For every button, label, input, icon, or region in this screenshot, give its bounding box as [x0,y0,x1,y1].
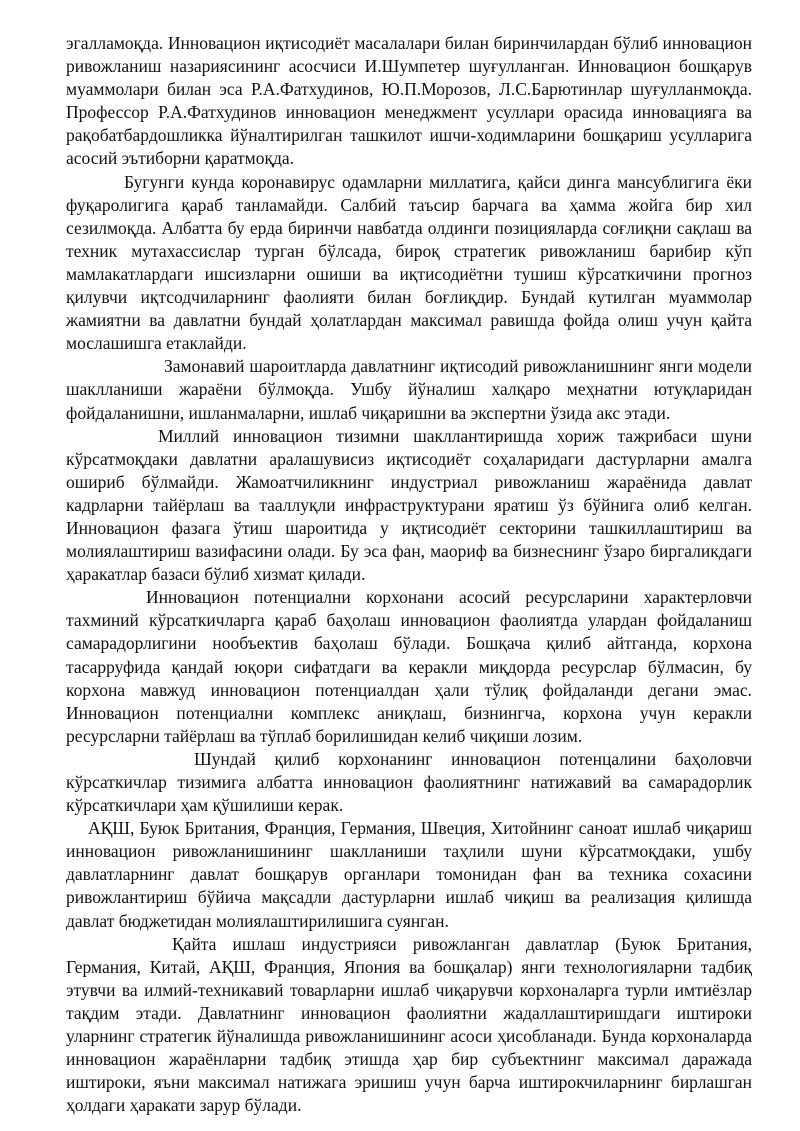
paragraph-5: Инновацион потенциални корхонани асосий ресурсларини характерловчи тахминий кўрсаткичларга қараб баҳолаш инновацион фаолиятда улардан фойдаланиш самарадорлигини нообъектив баҳолаш бўлади. Бошқача қилиб айтганда, корхона тасарруфида қандай юқори сифатдаги ва керакли миқдорда ресурслар бўлмасин, бу корхона мавжуд инновацион потенциалдан ҳали тўлиқ фойдаланди дегани эмас. Инновацион потенциални комплекс аниқлаш, бизнингча, корхона учун керакли ресурсларни тайёрлаш ва тўплаб борилишидан келиб чиқиши лозим. [66,587,752,746]
paragraph-2: Бугунги кунда коронавирус одамларни миллатига, қайси динга мансублигига ёки фуқаролигига қараб танламайди. Салбий таъсир барчага ва ҳамма жойга бир хил сезилмоқда. Албатта бу ерда биринчи навбатда олдинги позицияларда соғлиқни сақлаш ва техник мутахассислар турган бўлсада, бироқ стратегик ривожланиш барибир кўп мамлакатлардаги ишсизларни ошиши ва иқтисодиётни тушиш кўрсаткичини прогноз қилувчи иқтсодчиларнинг фаолияти билан боғлиқдир. Бундай кутилган муаммолар жамиятни ва давлатни бундай ҳолатлардан максимал равишда фойда олиш учун қайта мослашишга етаклайди. [66,171,752,354]
document-page [66,32,752,1117]
paragraph-8: Қайта ишлаш индустрияси ривожланган давлатлар (Буюк Британия, Германия, Китай, АҚШ, Франция, Япония ва бошқалар) янги технологияларни тадбиқ этувчи ва илмий-техникавий товарларни ишлаб чиқарувчи корхоналарга турли имтиёзлар тақдим этади. Давлатнинг инновацион фаолиятни жадаллаштиришдаги иштироки уларнинг стратегик йўналишда ривожланишининг асоси ҳисобланади. Бунда корхоналарда инновацион жараёнларни тадбиқ этишда ҳар бир субъектнинг максимал даражада иштироки, яъни максимал натижага эришиш учун барча иштирокчиларнинг бирлашган ҳолдаги ҳаракати зарур бўлади. [66,933,752,1116]
paragraph-3: Замонавий шароитларда давлатнинг иқтисодий ривожланишнинг янги модели шаклланиши жараёни бўлмоқда. Ушбу йўналиш халқаро меҳнатни ютуқларидан фойдаланишни, ишланмаларни, ишлаб чиқаришни ва экспертни ўзида акс этади. [66,356,752,423]
paragraph-6: Шундай қилиб корхонанинг инновацион потенцалини баҳоловчи кўрсаткичлар тизимига албатта инновацион фаолиятнинг натижавий ва самарадорлик кўрсаткичлари ҳам қўшилиши керак. [66,748,752,816]
paragraph-7: АҚШ, Буюк Британия, Франция, Германия, Швеция, Хитойнинг саноат ишлаб чиқариш инновацион ривожланишининг шаклланиши таҳлили шуни кўрсатмоқдаки, ушбу давлатларнинг давлат бошқарув органлари томонидан фан ва техника сохасини ривожлантириш бўйича мақсадли дастурларни ишлаб чиқиш ва реализация қилишда давлат бюджетидан молиялаштирилишига суянган. [66,818,752,931]
paragraph-1: эгалламоқда. Инновацион иқтисодиёт масалалари билан биринчилардан бўлиб инновацион ривожланиш назариясининг асосчиси И.Шумпетер шуғулланган. Инновацион бошқарув муаммолари билан эса Р.А.Фатхудинов, Ю.П.Морозов, Л.С.Барютинлар шуғулланмоқда. Профессор Р.А.Фатхудинов инновацион менеджмент усуллари орасида инновацияга ва рақобатбардошликка йўналтирилган ташкилот ишчи-ходимларини бошқариш усулларига асосий эътиборни қаратмоқда. [66,33,752,169]
paragraph-4: Миллий инновацион тизимни шакллантиришда хориж тажрибаси шуни кўрсатмоқдаки давлатни аралашувисиз иқтисодиёт соҳаларидаги дастурларни амалга ошириб бўлмайди. Жамоатчиликнинг индустриал ривожланиш жараёнида давлат кадрларни тайёрлаш ва тааллуқли инфраструктурани яратиш ўз бўйнига олиб келган. Инновацион фазага ўтиш шароитида у иқтисодиёт секторини ташкиллаштириш ва молиялаштириш вазифасини олади. Бу эса фан, маориф ва бизнеснинг ўзаро биргаликдаги ҳаракатлар базаси бўлиб хизмат қилади. [66,425,752,585]
